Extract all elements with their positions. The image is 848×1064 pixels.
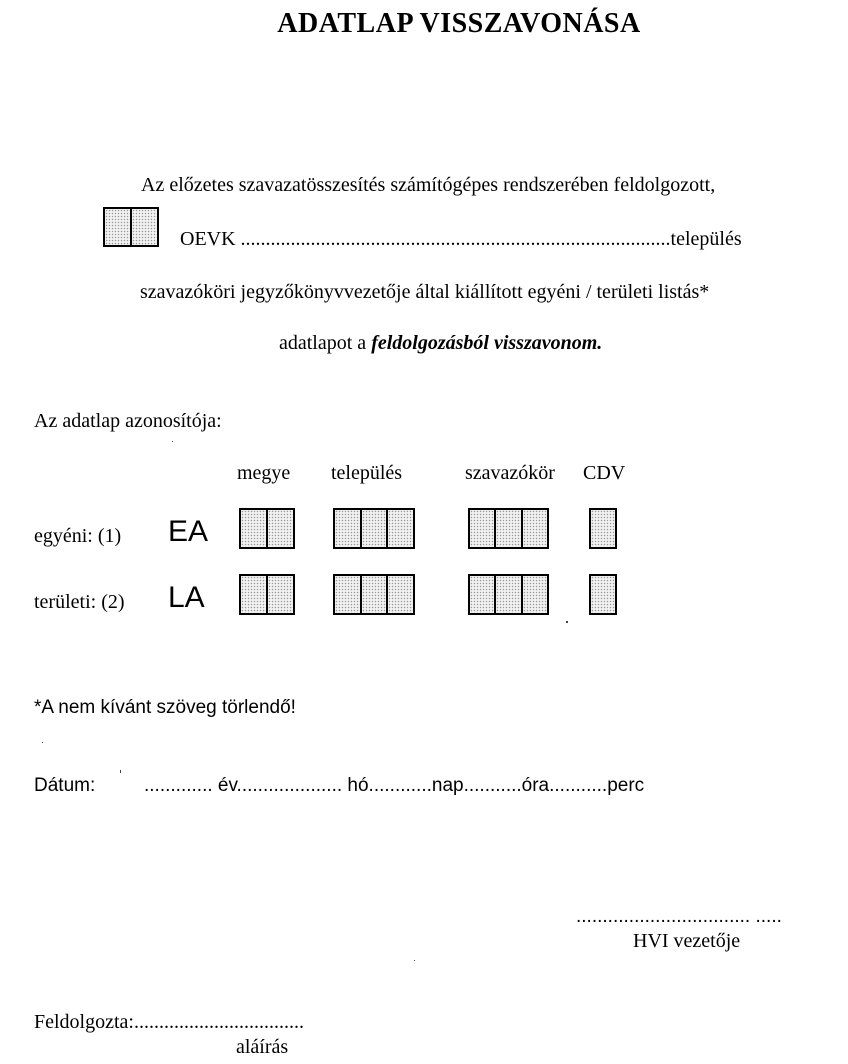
page-title: ADATLAP VISSZAVONÁSA — [277, 8, 641, 39]
scan-speck — [42, 742, 43, 743]
digit-box[interactable] — [496, 576, 522, 613]
processed-by-caption: aláírás — [236, 1036, 289, 1058]
column-header-telepules: település — [331, 462, 403, 484]
digit-box[interactable] — [335, 510, 362, 547]
digit-box[interactable] — [591, 510, 615, 547]
scan-speck — [414, 960, 415, 961]
digit-box[interactable] — [591, 576, 615, 613]
digit-box[interactable] — [470, 576, 496, 613]
intro-line-1: Az előzetes szavazatösszesítés számítógépes rendszerében feldolgozott, — [141, 174, 716, 196]
column-header-cdv: CDV — [583, 462, 626, 484]
processed-by-line[interactable]: Feldolgozta:.................................. — [34, 1011, 304, 1033]
identifier-label: Az adatlap azonosítója: — [34, 410, 222, 432]
digit-box[interactable] — [388, 510, 413, 547]
megye-boxes-egyeni[interactable] — [239, 508, 295, 549]
date-fields[interactable]: ............. év.................... hó............nap...........óra...........perc — [144, 775, 645, 796]
row-label-teruleti: területi: (2) — [34, 591, 125, 613]
oevk-line: OEVK ......................................................................................település — [180, 228, 742, 250]
intro-line-3: szavazóköri jegyzőkönyvvezetője által kiállított egyéni / területi listás* — [140, 281, 710, 303]
digit-box[interactable] — [496, 510, 522, 547]
digit-box[interactable] — [523, 576, 547, 613]
digit-box[interactable] — [335, 576, 362, 613]
row-label-egyeni: egyéni: (1) — [34, 525, 122, 547]
digit-box[interactable] — [523, 510, 547, 547]
intro-emphasis: feldolgozásból visszavonom. — [371, 332, 603, 354]
row-code-ea: EA — [168, 515, 209, 548]
digit-box[interactable] — [470, 510, 496, 547]
oevk-code-boxes[interactable] — [103, 207, 159, 247]
oevk-digit-box[interactable] — [132, 209, 157, 245]
digit-box[interactable] — [362, 510, 389, 547]
cdv-box-egyeni[interactable] — [589, 508, 617, 549]
szavazokor-boxes-egyeni[interactable] — [468, 508, 549, 549]
telepules-boxes-teruleti[interactable] — [333, 574, 415, 615]
scan-speck — [172, 441, 173, 442]
digit-box[interactable] — [241, 510, 268, 547]
intro-line-4-prefix: adatlapot a — [279, 332, 372, 354]
row-code-la: LA — [168, 581, 205, 614]
szavazokor-boxes-teruleti[interactable] — [468, 574, 549, 615]
hvi-caption: HVI vezetője — [633, 930, 741, 952]
telepules-boxes-egyeni[interactable] — [333, 508, 415, 549]
column-header-megye: megye — [237, 462, 291, 484]
intro-line-4 — [279, 332, 602, 355]
digit-box[interactable] — [241, 576, 268, 613]
deletion-note: *A nem kívánt szöveg törlendő! — [34, 697, 296, 718]
scan-speck — [566, 621, 568, 623]
digit-box[interactable] — [388, 576, 413, 613]
digit-box[interactable] — [362, 576, 389, 613]
digit-box[interactable] — [268, 576, 293, 613]
cdv-box-teruleti[interactable] — [589, 574, 617, 615]
oevk-digit-box[interactable] — [105, 209, 132, 245]
hvi-signature-line[interactable]: ................................. ..... — [576, 906, 782, 927]
scan-speck — [120, 770, 121, 773]
column-header-szavazokor: szavazókör — [465, 462, 555, 484]
digit-box[interactable] — [268, 510, 293, 547]
megye-boxes-teruleti[interactable] — [239, 574, 295, 615]
date-label: Dátum: — [34, 775, 96, 796]
